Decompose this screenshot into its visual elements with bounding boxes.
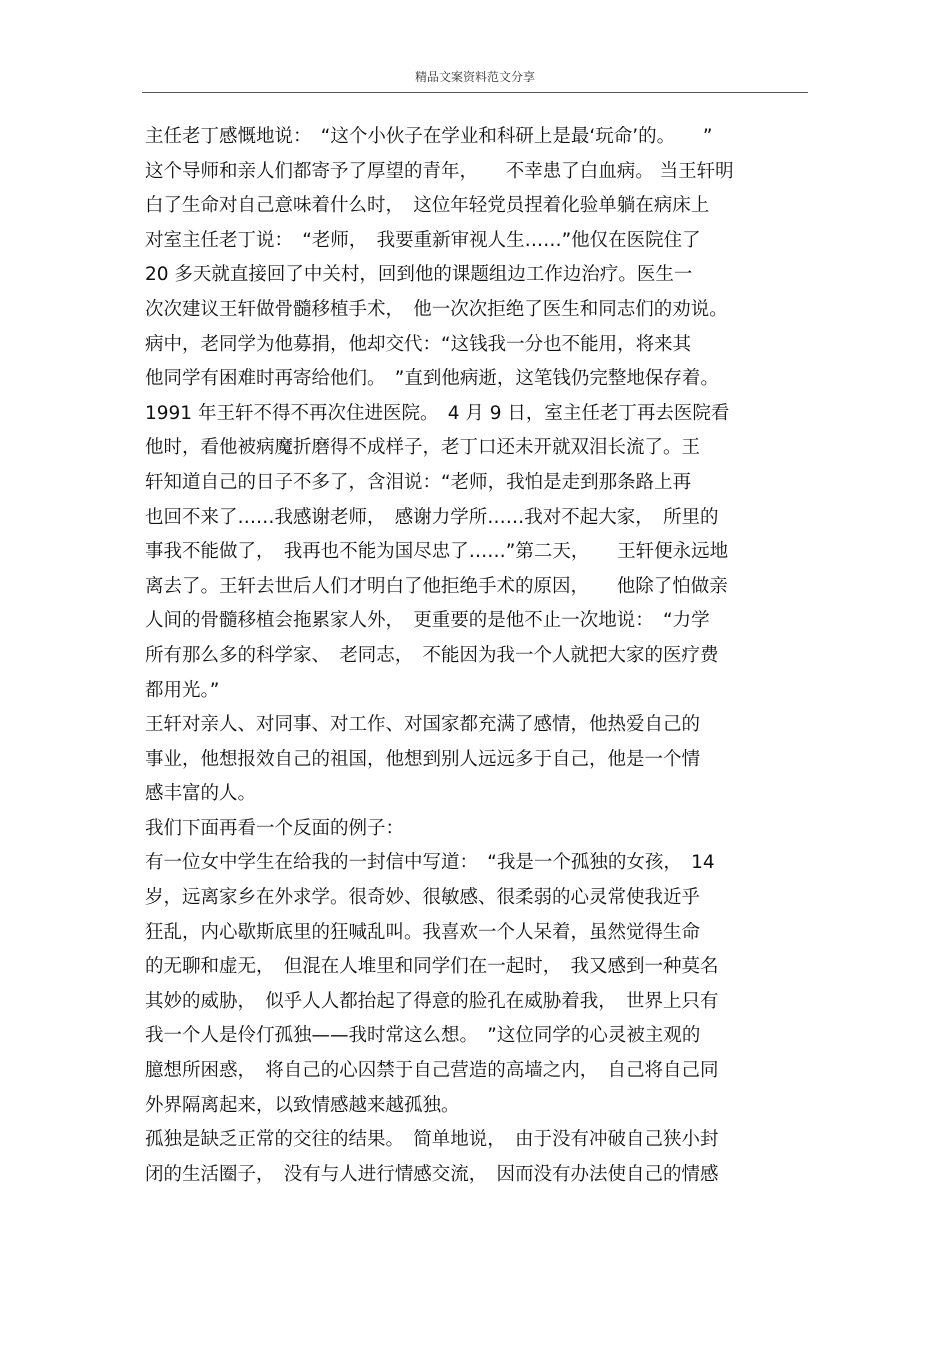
text-line: 的无聊和虚无， 但混在人堆里和同学们在一起时， 我又感到一种莫名 bbox=[145, 956, 719, 978]
text-line: 闭的生活圈子， 没有与人进行情感交流， 因而没有办法使自己的情感 bbox=[145, 1163, 719, 1185]
text-line: 岁，远离家乡在外求学。很奇妙、很敏感、很柔弱的心灵常使我近乎 bbox=[145, 887, 701, 909]
text-line: 他同学有困难时再寄给他们。 ”直到他病逝，这笔钱仍完整地保存着。 bbox=[145, 368, 719, 390]
text-line: 轩知道自己的日子不多了，含泪说：“老师，我怕是走到那条路上再 bbox=[145, 471, 692, 493]
text-line: 离去了。王轩去世后人们才明白了他拒绝手术的原因， 他除了怕做亲 bbox=[145, 575, 728, 597]
text-line: 事业，他想报效自己的祖国，他想到别人远远多于自己，他是一个情 bbox=[145, 748, 701, 770]
text-line: 有一位女中学生在给我的一封信中写道： “我是一个孤独的女孩， 14 bbox=[145, 852, 715, 874]
text-line: 孤独是缺乏正常的交往的结果。 简单地说， 由于没有冲破自己狭小封 bbox=[145, 1129, 719, 1151]
text-line: 病中，老同学为他募捐，他却交代：“这钱我一分也不能用，将来其 bbox=[145, 333, 692, 355]
text-line: 我们下面再看一个反面的例子： bbox=[145, 817, 405, 839]
text-line: 也回不来了……我感谢老师， 感谢力学所……我对不起大家， 所里的 bbox=[145, 506, 719, 528]
text-line: 王轩对亲人、对同事、对工作、对国家都充满了感情，他热爱自己的 bbox=[145, 714, 701, 736]
text-line: 20 多天就直接回了中关村，回到他的课题组边工作边治疗。医生一 bbox=[145, 264, 693, 286]
text-line: 都用光。” bbox=[145, 679, 220, 701]
text-line: 臆想所困惑， 将自己的心囚禁于自己营造的高墙之内， 自己将自己同 bbox=[145, 1060, 719, 1082]
text-line: 白了生命对自己意味着什么时， 这位年轻党员捏着化验单躺在病床上 bbox=[145, 195, 710, 217]
text-line: 感丰富的人。 bbox=[145, 783, 257, 805]
text-line: 对室主任老丁说： “老师， 我要重新审视人生……”他仅在医院住了 bbox=[145, 229, 701, 251]
document-body bbox=[145, 120, 810, 1192]
text-line: 人间的骨髓移植会拖累家人外， 更重要的是他不止一次地说： “力学 bbox=[145, 610, 710, 632]
page-header bbox=[142, 66, 808, 93]
text-line: 我一个人是伶仃孤独——我时常这么想。 ”这位同学的心灵被主观的 bbox=[145, 1025, 701, 1047]
header-title: 精品文案资料范文分享 bbox=[414, 70, 535, 84]
text-line: 次次建议王轩做骨髓移植手术， 他一次次拒绝了医生和同志们的劝说。 bbox=[145, 298, 728, 320]
text-line: 主任老丁感慨地说： “这个小伙子在学业和科研上是最‘玩命’的。 ” bbox=[145, 126, 713, 147]
text-line: 事我不能做了， 我再也不能为国尽忠了……”第二天， 王轩便永远地 bbox=[145, 541, 729, 563]
text-line: 这个导师和亲人们都寄予了厚望的青年， 不幸患了白血病。 当王轩明 bbox=[145, 160, 734, 182]
text-line: 他时，看他被病魔折磨得不成样子，老丁口还未开就双泪长流了。王 bbox=[145, 437, 701, 459]
text-line: 其妙的威胁， 似乎人人都抬起了得意的脸孔在威胁着我， 世界上只有 bbox=[145, 990, 719, 1012]
text-line: 狂乱，内心歇斯底里的狂喊乱叫。我喜欢一个人呆着，虽然觉得生命 bbox=[145, 921, 701, 943]
text-line: 所有那么多的科学家、 老同志， 不能因为我一个人就把大家的医疗费 bbox=[145, 644, 719, 666]
text-line: 外界隔离起来，以致情感越来越孤独。 bbox=[145, 1094, 460, 1116]
text-line: 1991 年王轩不得不再次住进医院。 4 月 9 日，室主任老丁再去医院看 bbox=[145, 402, 730, 424]
